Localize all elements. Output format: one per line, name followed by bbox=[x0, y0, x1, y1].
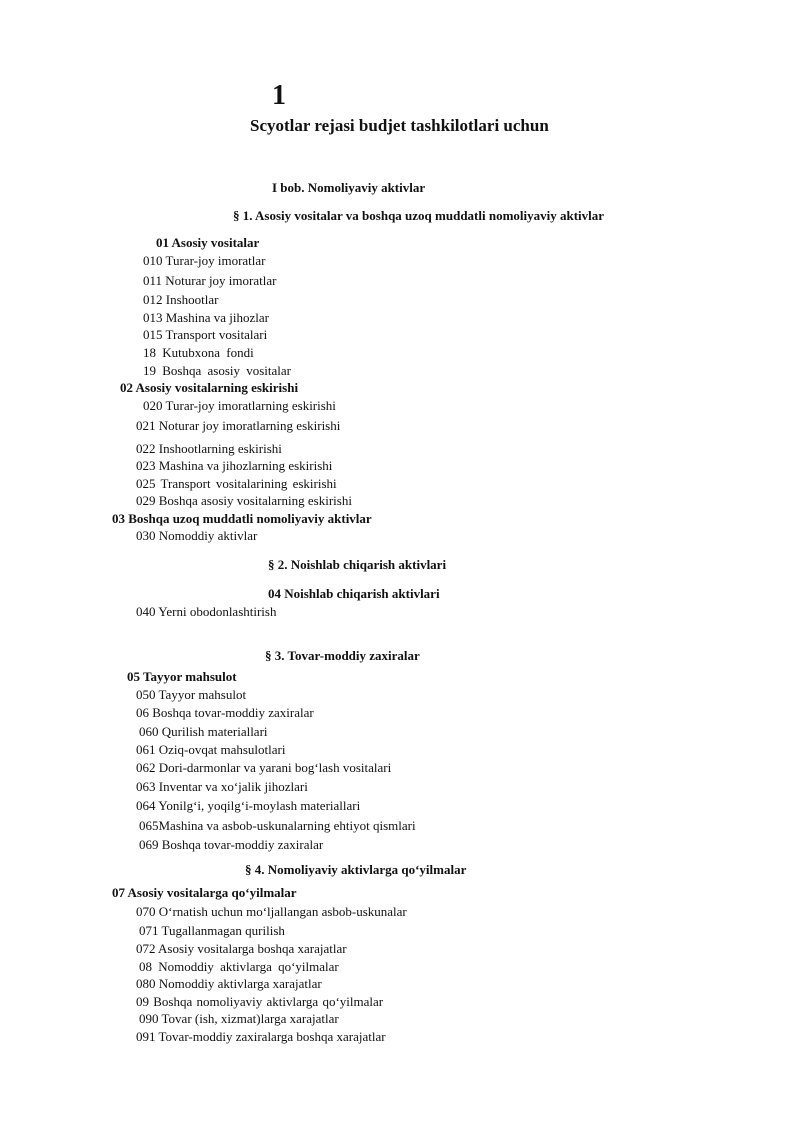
account-line: 070 O‘rnatish uchun mo‘ljallangan asbob-uskunalar bbox=[136, 904, 407, 919]
page-title: Scyotlar rejasi budjet tashkilotlari uchun bbox=[250, 116, 549, 135]
section-heading-1: § 1. Asosiy vositalar va boshqa uzoq muddatli nomoliyaviy aktivlar bbox=[233, 208, 605, 223]
account-line: 012 Inshootlar bbox=[143, 292, 219, 307]
account-line: 065Mashina va asbob-uskunalarning ehtiyot qismlari bbox=[139, 818, 416, 833]
account-group-07: 07 Asosiy vositalarga qo‘yilmalar bbox=[112, 885, 297, 900]
account-line: 010 Turar-joy imoratlar bbox=[143, 253, 266, 268]
account-line: 061 Oziq-ovqat mahsulotlari bbox=[136, 742, 286, 757]
chapter-heading: I bob. Nomoliyaviy aktivlar bbox=[272, 180, 426, 195]
account-line: 050 Tayyor mahsulot bbox=[136, 687, 247, 702]
account-line: 06 Boshqa tovar-moddiy zaxiralar bbox=[136, 705, 314, 720]
account-group-04: 04 Noishlab chiqarish aktivlari bbox=[268, 586, 440, 601]
page-number: 1 bbox=[272, 80, 286, 111]
account-line: 015 Transport vositalari bbox=[143, 327, 268, 342]
account-line: 071 Tugallanmagan qurilish bbox=[139, 923, 285, 938]
account-line: 011 Noturar joy imoratlar bbox=[143, 273, 277, 288]
account-line: 060 Qurilish materiallari bbox=[139, 724, 268, 739]
account-line: 064 Yonilg‘i, yoqilg‘i-moylash materiallari bbox=[136, 798, 361, 813]
account-line: 020 Turar-joy imoratlarning eskirishi bbox=[143, 398, 336, 413]
section-heading-4: § 4. Nomoliyaviy aktivlarga qo‘yilmalar bbox=[245, 862, 467, 877]
account-group-03: 03 Boshqa uzoq muddatli nomoliyaviy aktivlar bbox=[112, 511, 372, 526]
account-line: 062 Dori-darmonlar va yarani bog‘lash vositalari bbox=[136, 760, 392, 775]
account-line: 021 Noturar joy imoratlarning eskirishi bbox=[136, 418, 341, 433]
account-line: 080 Nomoddiy aktivlarga xarajatlar bbox=[136, 976, 322, 991]
account-line: 09 Boshqa nomoliyaviy aktivlarga qo‘yilmalar bbox=[136, 994, 384, 1009]
account-line: 023 Mashina va jihozlarning eskirishi bbox=[136, 458, 333, 473]
account-line: 090 Tovar (ish, xizmat)larga xarajatlar bbox=[139, 1011, 339, 1026]
account-line: 025 Transport vositalarining eskirishi bbox=[136, 476, 337, 491]
section-heading-3: § 3. Tovar-moddiy zaxiralar bbox=[265, 648, 420, 663]
account-line: 022 Inshootlarning eskirishi bbox=[136, 441, 282, 456]
account-group-01: 01 Asosiy vositalar bbox=[156, 235, 260, 250]
account-group-05: 05 Tayyor mahsulot bbox=[127, 669, 237, 684]
account-line: 069 Boshqa tovar-moddiy zaxiralar bbox=[139, 837, 324, 852]
account-line: 08 Nomoddiy aktivlarga qo‘yilmalar bbox=[139, 959, 339, 974]
account-line: 072 Asosiy vositalarga boshqa xarajatlar bbox=[136, 941, 347, 956]
account-line: 013 Mashina va jihozlar bbox=[143, 310, 269, 325]
account-line: 030 Nomoddiy aktivlar bbox=[136, 528, 258, 543]
section-heading-2: § 2. Noishlab chiqarish aktivlari bbox=[268, 557, 447, 572]
account-line: 029 Boshqa asosiy vositalarning eskirishi bbox=[136, 493, 352, 508]
account-line: 063 Inventar va xo‘jalik jihozlari bbox=[136, 779, 308, 794]
account-line: 19 Boshqa asosiy vositalar bbox=[143, 363, 292, 378]
account-line: 18 Kutubxona fondi bbox=[143, 345, 254, 360]
account-group-02: 02 Asosiy vositalarning eskirishi bbox=[120, 380, 299, 395]
account-line: 091 Tovar-moddiy zaxiralarga boshqa xarajatlar bbox=[136, 1029, 386, 1044]
account-line: 040 Yerni obodonlashtirish bbox=[136, 604, 277, 619]
